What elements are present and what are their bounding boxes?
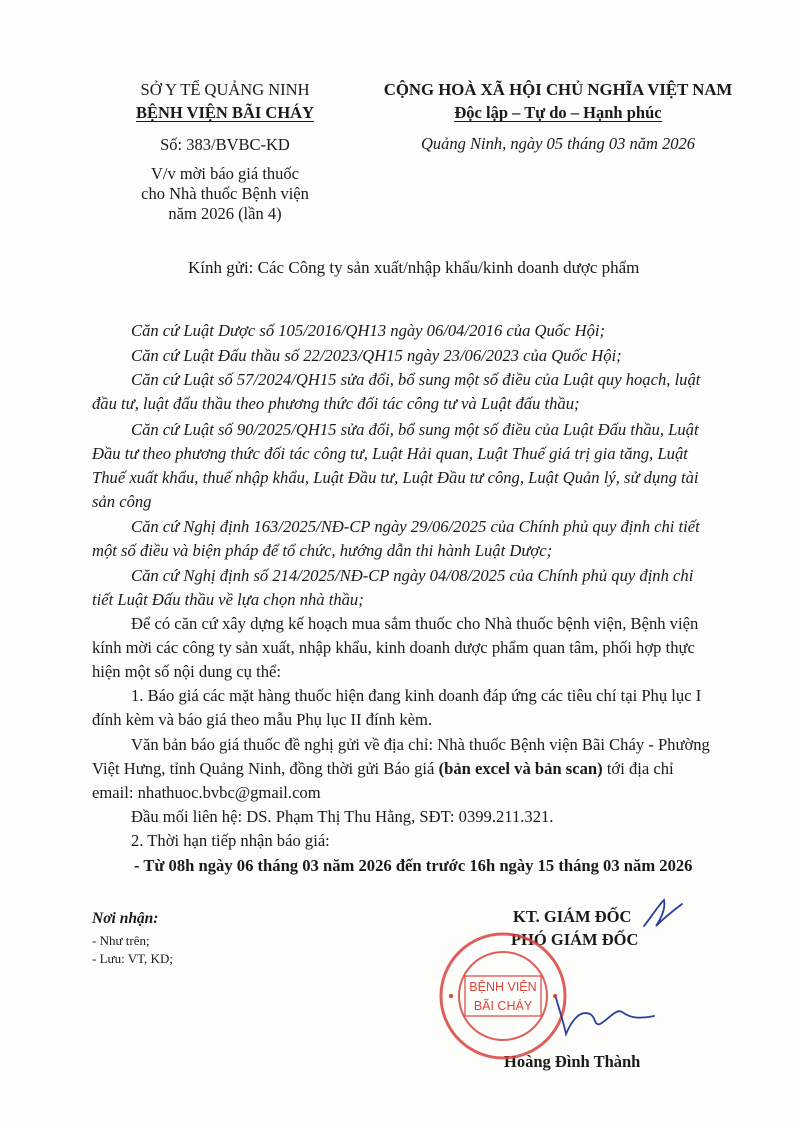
- basis-line: Đầu tư theo phương thức đối tác công tư, Luật Hải quan, Luật Thuế giá trị gia tăng, Luật: [92, 444, 688, 463]
- basis-line: Căn cứ Luật số 90/2025/QH15 sửa đổi, bổ sung một số điều của Luật Đấu thầu, Luật: [131, 420, 699, 439]
- ministry-name: SỞ Y TẾ QUẢNG NINH: [140, 80, 310, 99]
- body-text: tới địa chỉ: [602, 759, 674, 778]
- body-line: Để có căn cứ xây dựng kế hoạch mua sắm thuốc cho Nhà thuốc bệnh viện, Bệnh viện: [131, 614, 699, 633]
- sign-title-2: PHÓ GIÁM ĐỐC: [511, 930, 639, 949]
- recipients-title: Nơi nhận:: [92, 910, 159, 927]
- recipient-line: Kính gửi: Các Công ty sản xuất/nhập khẩu/kinh doanh dược phẩm: [188, 258, 640, 277]
- signer-name: Hoàng Đình Thành: [504, 1052, 641, 1071]
- place-date: Quảng Ninh, ngày 05 tháng 03 năm 2026: [420, 134, 696, 153]
- document-number: Số: 383/BVBC-KD: [160, 135, 290, 154]
- stamp-text-1: BỆNH VIỆN: [469, 980, 537, 994]
- basis-line: Căn cứ Nghị định số 214/2025/NĐ-CP ngày 04/08/2025 của Chính phủ quy định chi: [131, 566, 694, 585]
- nation-title: CỘNG HOÀ XÃ HỘI CHỦ NGHĨA VIỆT NAM: [383, 80, 733, 99]
- body-line: hiện một số nội dung cụ thể:: [92, 662, 281, 681]
- body-line: kính mời các công ty sản xuất, nhập khẩu, kinh doanh dược phẩm quan tâm, phối hợp thực: [92, 638, 695, 657]
- signature-icon: [550, 990, 660, 1040]
- basis-line: một số điều và biện pháp để tổ chức, hướng dẫn thi hành Luật Dược;: [92, 541, 553, 560]
- hospital-name: [80, 103, 370, 123]
- basis-line: Căn cứ Luật số 57/2024/QH15 sửa đổi, bổ sung một số điều của Luật quy hoạch, luật: [131, 370, 701, 389]
- basis-line: tiết Luật Đấu thầu về lựa chọn nhà thầu;: [92, 590, 364, 609]
- initial-signature-icon: [638, 896, 688, 932]
- basis-line: sản công: [92, 492, 152, 511]
- basis-line: Căn cứ Luật Dược số 105/2016/QH13 ngày 06/04/2016 của Quốc Hội;: [131, 321, 606, 340]
- deadline-line: - Từ 08h ngày 06 tháng 03 năm 2026 đến trước 16h ngày 15 tháng 03 năm 2026: [134, 856, 693, 875]
- body-line: Văn bản báo giá thuốc đề nghị gửi về địa chỉ: Nhà thuốc Bệnh viện Bãi Cháy - Phường: [131, 735, 710, 754]
- basis-line: đầu tư, luật đấu thầu theo phương thức đối tác công tư và Luật đấu thầu;: [92, 394, 580, 413]
- body-text: Việt Hưng, tỉnh Quảng Ninh, đồng thời gửi Báo giá: [92, 759, 439, 778]
- basis-line: Căn cứ Luật Đấu thầu số 22/2023/QH15 ngày 23/06/2023 của Quốc Hội;: [131, 346, 622, 365]
- body-line: 1. Báo giá các mặt hàng thuốc hiện đang kinh doanh đáp ứng các tiêu chí tại Phụ lục I: [131, 686, 702, 705]
- basis-line: Thuế xuất khẩu, thuế nhập khẩu, Luật Đầu tư, Luật Đầu tư công, Luật Quản lý, sử dụng tài: [92, 468, 699, 487]
- basis-line: Căn cứ Nghị định 163/2025/NĐ-CP ngày 29/06/2025 của Chính phủ quy định chi tiết: [131, 517, 700, 536]
- email-line: email: nhathuoc.bvbc@gmail.com: [92, 783, 321, 802]
- body-line: đính kèm và báo giá theo mẫu Phụ lục II đính kèm.: [92, 710, 433, 729]
- stamp-text-2: BÃI CHÁY: [473, 999, 533, 1013]
- recipient-item: - Như trên;: [92, 933, 150, 948]
- body-bold-text: (bản excel và bản scan): [438, 759, 603, 778]
- recipient-item: - Lưu: VT, KD;: [92, 951, 173, 966]
- sign-title-1: KT. GIÁM ĐỐC: [513, 907, 632, 926]
- motto-text: Độc lập – Tự do – Hạnh phúc: [454, 103, 662, 122]
- subject-line-2: cho Nhà thuốc Bệnh viện: [141, 184, 309, 203]
- subject-line-3: năm 2026 (lần 4): [168, 204, 282, 223]
- body-line: 2. Thời hạn tiếp nhận báo giá:: [131, 831, 330, 850]
- motto: [378, 103, 738, 123]
- hospital-name-text: BỆNH VIỆN BÃI CHÁY: [135, 103, 315, 122]
- body-line: [92, 759, 674, 779]
- subject-line-1: V/v mời báo giá thuốc: [150, 164, 300, 183]
- contact-line: Đầu mối liên hệ: DS. Phạm Thị Thu Hằng, SĐT: 0399.211.321.: [131, 807, 554, 826]
